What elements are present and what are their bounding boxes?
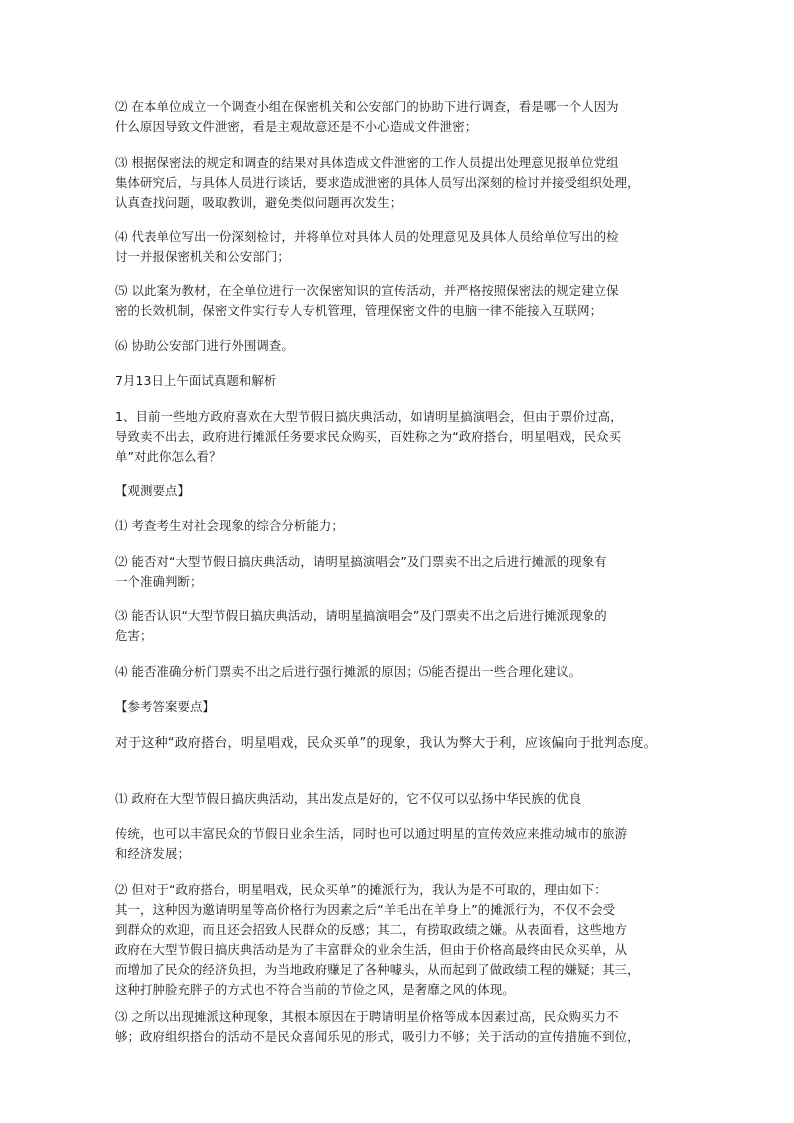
- text-line: ⑴ 政府在大型节假日搞庆典活动，其出发点是好的，它不仅可以弘扬中华民族的优良: [115, 791, 582, 806]
- answer-item-1-cont: [115, 824, 700, 864]
- text-line: ⑵ 但对于“政府搭台，明星唱戏，民众买单”的摊派行为，我认为是不可取的，理由如下：: [115, 882, 607, 897]
- text-line: 和经济发展；: [115, 846, 190, 861]
- text-line: 政府在大型节假日搞庆典活动是为了丰富群众的业余生活，但由于价格高最终由民众买单，从: [115, 942, 628, 957]
- answer-item-3: [115, 1007, 700, 1047]
- observation-item-1: [115, 516, 700, 536]
- text-line: 危害；: [115, 628, 153, 643]
- answer-heading: [115, 697, 700, 717]
- answer-intro: [115, 734, 700, 754]
- text-line: 其一，这种因为邀请明星等高价格行为因素之后“羊毛出在羊身上”的摊派行为，不仅不会受: [115, 902, 616, 917]
- list-item-5: [115, 281, 700, 321]
- observation-item-4: [115, 662, 700, 682]
- text-line: 够；政府组织搭台的活动不是民众喜闻乐见的形式，吸引力不够；关于活动的宣传措施不到位，: [115, 1029, 640, 1044]
- observation-heading: [115, 481, 700, 501]
- observation-item-3: [115, 606, 700, 646]
- text-line: 认真查找问题，吸取教训，避免类似问题再次发生；: [115, 195, 403, 210]
- text-line: ⑶ 能否认识“大型节假日搞庆典活动，请明星搞演唱会”及门票卖不出之后进行摊派现象的: [115, 608, 607, 623]
- list-item-2: [115, 97, 700, 137]
- question-1: [115, 407, 700, 467]
- text-line: ⑵ 在本单位成立一个调查小组在保密机关和公安部门的协助下进行调查，看是哪一个人因为: [115, 99, 619, 114]
- text-line: 什么原因导致文件泄密，看是主观故意还是不小心造成文件泄密；: [115, 119, 478, 134]
- text-line: ⑷ 能否准确分析门票卖不出之后进行强行摊派的原因；⑸能否提出一些合理化建议。: [115, 664, 582, 679]
- text-line: 【观测要点】: [115, 483, 190, 498]
- text-line: 【参考答案要点】: [115, 699, 215, 714]
- observation-item-2: [115, 552, 700, 592]
- text-line: 讨一并报保密机关和公安部门；: [115, 249, 290, 264]
- text-line: ⑹ 协助公安部门进行外围调查。: [115, 338, 294, 353]
- text-line: 导致卖不出去，政府进行摊派任务要求民众购买，百姓称之为“政府搭台，明星唱戏，民众买: [115, 429, 622, 444]
- text-line: 到群众的欢迎，而且还会招致人民群众的反感；其二，有捞取政绩之嫌。从表面看，这些地方: [115, 922, 628, 937]
- text-line: ⑶ 之所以出现摊派这种现象，其根本原因在于聘请明星价格等成本因素过高，民众购买力不: [115, 1009, 619, 1024]
- text-line: ⑶ 根据保密法的规定和调查的结果对具体造成文件泄密的工作人员提出处理意见报单位党组: [115, 155, 619, 170]
- text-line: 一个准确判断；: [115, 574, 203, 589]
- text-line: 1、目前一些地方政府喜欢在大型节假日搞庆典活动，如请明星搞演唱会，但由于票价过高，: [115, 409, 623, 424]
- text-line: ⑸ 以此案为教材，在全单位进行一次保密知识的宣传活动，并严格按照保密法的规定建立保: [115, 283, 619, 298]
- list-item-6: [115, 336, 700, 356]
- text-line: 7月13日上午面试真题和解析: [115, 373, 277, 388]
- section-heading: [115, 371, 700, 391]
- text-line: 密的长效机制，保密文件实行专人专机管理，管理保密文件的电脑一律不能接入互联网；: [115, 303, 603, 318]
- list-item-4: [115, 227, 700, 267]
- answer-item-2: [115, 880, 700, 1000]
- text-line: ⑵ 能否对“大型节假日搞庆典活动，请明星搞演唱会”及门票卖不出之后进行摊派的现象有: [115, 554, 607, 569]
- text-line: 传统，也可以丰富民众的节假日业余生活，同时也可以通过明星的宣传效应来推动城市的旅游: [115, 826, 628, 841]
- text-line: 而增加了民众的经济负担，为当地政府赚足了各种噱头，从而起到了做政绩工程的嫌疑；其三，: [115, 962, 640, 977]
- text-line: 单”对此你怎么看？: [115, 449, 222, 464]
- list-item-3: [115, 153, 700, 213]
- text-line: 对于这种“政府搭台，明星唱戏，民众买单”的现象，我认为弊大于利，应该偏向于批判态度。: [115, 736, 657, 751]
- text-line: 这种打肿脸充胖子的方式也不符合当前的节俭之风，是奢靡之风的体现。: [115, 982, 515, 997]
- text-line: ⑴ 考查考生对社会现象的综合分析能力；: [115, 518, 344, 533]
- answer-item-1-start: [115, 789, 700, 809]
- text-line: 集体研究后，与具体人员进行谈话，要求造成泄密的具体人员写出深刻的检讨并接受组织处理，: [115, 175, 640, 190]
- text-line: ⑷ 代表单位写出一份深刻检讨，并将单位对具体人员的处理意见及具体人员给单位写出的检: [115, 229, 619, 244]
